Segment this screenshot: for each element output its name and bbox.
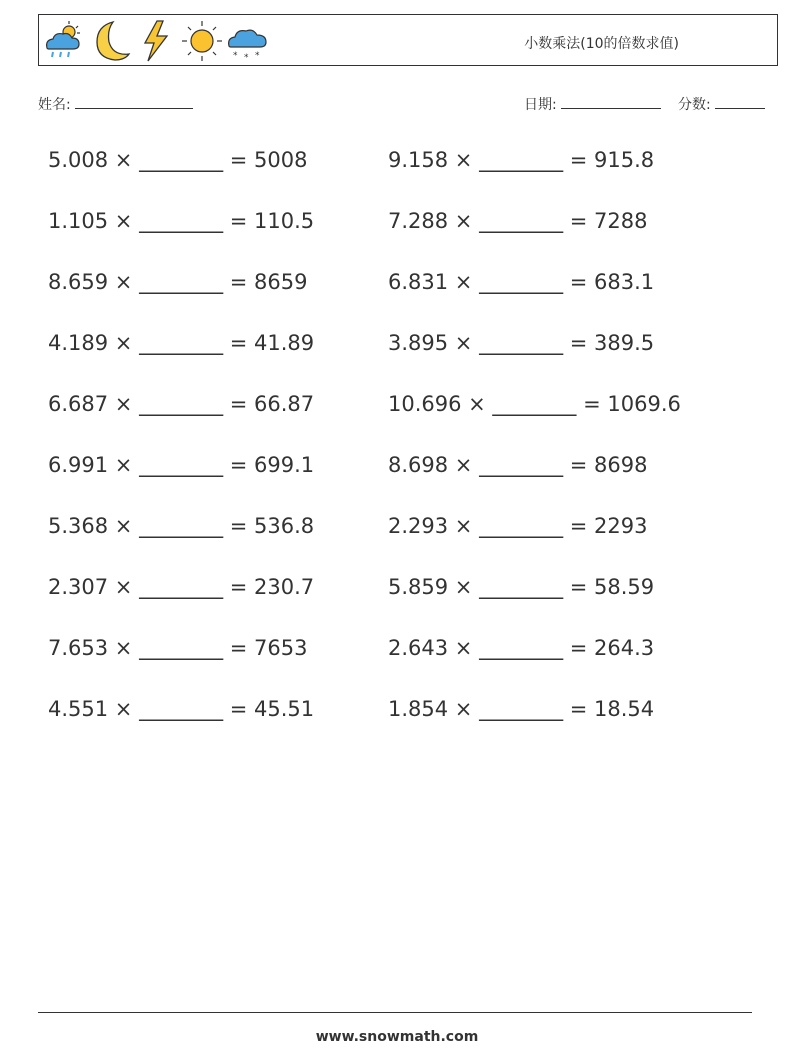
problem-item[interactable]: 4.551 × ________ = 45.51 [48, 697, 315, 721]
problem-item[interactable]: 5.008 × ________ = 5008 [48, 148, 308, 172]
name-blank[interactable] [75, 94, 193, 109]
problem-item[interactable]: 7.288 × ________ = 7288 [388, 209, 648, 233]
problem-item[interactable]: 2.293 × ________ = 2293 [388, 514, 648, 538]
svg-text:*: * [244, 53, 249, 63]
footer-website: www.snowmath.com [315, 1029, 479, 1045]
score-field [678, 94, 765, 114]
lightning-bolt-icon [133, 18, 179, 64]
problem-item[interactable]: 8.659 × ________ = 8659 [48, 270, 308, 294]
worksheet-header [38, 14, 778, 66]
weather-icons [41, 17, 271, 65]
date-label: 日期: [524, 97, 557, 113]
worksheet-title: 小数乘法(10的倍数求值) [524, 36, 679, 52]
problem-item[interactable]: 6.687 × ________ = 66.87 [48, 392, 315, 416]
snow-cloud-icon [225, 18, 271, 64]
svg-text:*: * [233, 51, 238, 61]
svg-text:*: * [255, 51, 260, 61]
problem-item[interactable]: 1.105 × ________ = 110.5 [48, 209, 315, 233]
rain-cloud-sun-icon [41, 18, 87, 64]
score-blank[interactable] [715, 94, 765, 109]
name-label: 姓名: [38, 97, 71, 113]
problem-item[interactable]: 4.189 × ________ = 41.89 [48, 331, 315, 355]
name-field [38, 94, 193, 114]
sun-icon [179, 18, 225, 64]
crescent-moon-icon [87, 18, 133, 64]
problem-item[interactable]: 2.643 × ________ = 264.3 [388, 636, 655, 660]
score-label: 分数: [678, 97, 711, 113]
problem-item[interactable]: 1.854 × ________ = 18.54 [388, 697, 655, 721]
problem-item[interactable]: 6.991 × ________ = 699.1 [48, 453, 315, 477]
date-field [524, 94, 661, 114]
problem-item[interactable]: 6.831 × ________ = 683.1 [388, 270, 655, 294]
problem-item[interactable]: 7.653 × ________ = 7653 [48, 636, 308, 660]
footer-divider [38, 1012, 752, 1013]
problem-item[interactable]: 5.859 × ________ = 58.59 [388, 575, 655, 599]
problem-item[interactable]: 3.895 × ________ = 389.5 [388, 331, 655, 355]
problem-item[interactable]: 10.696 × ________ = 1069.6 [388, 392, 681, 416]
problem-item[interactable]: 9.158 × ________ = 915.8 [388, 148, 655, 172]
problem-item[interactable]: 2.307 × ________ = 230.7 [48, 575, 315, 599]
date-blank[interactable] [561, 94, 661, 109]
problem-item[interactable]: 5.368 × ________ = 536.8 [48, 514, 315, 538]
problem-item[interactable]: 8.698 × ________ = 8698 [388, 453, 648, 477]
